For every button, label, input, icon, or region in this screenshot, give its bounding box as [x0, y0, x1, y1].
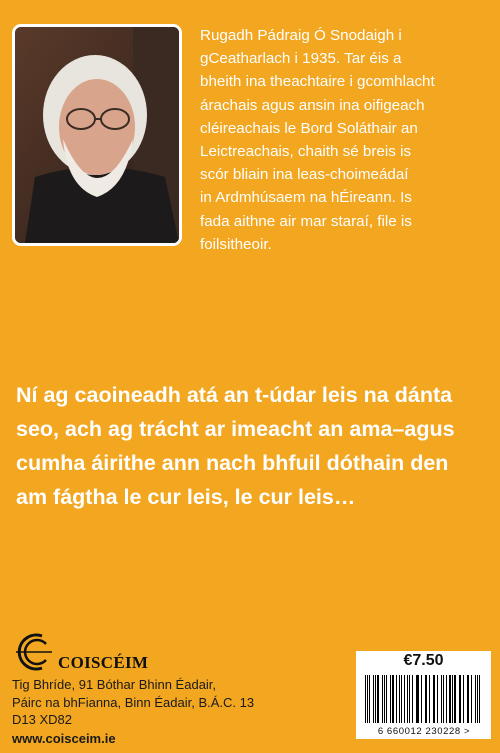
barcode-bar [477, 675, 478, 723]
barcode-bar [412, 675, 413, 723]
barcode-bar [475, 675, 476, 723]
barcode-bar [467, 675, 468, 723]
price-label: €7.50 [403, 652, 444, 669]
barcode-bar [425, 675, 426, 723]
publisher-address: Tig Bhríde, 91 Bóthar Bhinn Éadair, Páirc na bhFianna, Binn Éadair, B.Á.C. 13 D13 XD82 [12, 677, 255, 727]
barcode-bar [443, 675, 444, 723]
barcode-bar [390, 675, 391, 723]
author-photo [12, 24, 182, 246]
coisceim-logo-icon [12, 630, 54, 674]
barcode-bar [404, 675, 405, 723]
barcode-bar [367, 675, 368, 723]
barcode-bar [468, 675, 469, 723]
author-bio: Rugadh Pádraig Ó Snodaigh i gCeatharlach i 1935. Tar éis a bheith ina theachtaire i gcomhlacht árachais agus ansin ina oifigeach cléireachais le Bord Soláthair an Leictreachais, chaith sé breis is scór bliain ina leas-choimeádaí in Ardmhúsaem na hÉireann. Is fada aithne air mar staraí, file is foilsitheoir. [200, 27, 435, 253]
barcode-bar [437, 675, 438, 723]
barcode-bar [463, 675, 464, 723]
barcode-number: 6 660012 230228 > [377, 726, 471, 737]
barcode-bar [460, 675, 461, 723]
barcode-bar [373, 675, 374, 723]
barcode-bar [377, 675, 379, 723]
barcode-bar [401, 675, 402, 723]
publisher-website[interactable]: www.coisceim.ie [12, 731, 116, 746]
barcode-bar [409, 675, 410, 723]
barcode-bar [399, 675, 400, 723]
author-portrait-image [15, 27, 179, 243]
barcode-bar [396, 675, 397, 723]
barcode-bar [386, 675, 387, 723]
publisher-name: COISCÉIM [58, 653, 149, 672]
barcode-bar [446, 675, 447, 723]
barcode-bar [426, 675, 427, 723]
barcode-bar [459, 675, 460, 723]
barcode-bar [369, 675, 370, 723]
barcode-bar [416, 675, 417, 723]
barcode-bar [384, 675, 385, 723]
barcode-bar [375, 675, 376, 723]
book-blurb: Ní ag caoineadh atá an t-údar leis na dánta seo, ach ag trácht ar imeacht an ama–agus cumha áirithe ann nach bhfuil dóthain den am fágtha le cur leis, le cur leis… [16, 383, 455, 509]
barcode-panel [356, 651, 491, 739]
barcode-bar [365, 675, 366, 723]
barcode-bar [429, 675, 430, 723]
barcode-bars [365, 675, 483, 723]
barcode-bar [471, 675, 472, 723]
barcode-bar [449, 675, 450, 723]
barcode-bar [452, 675, 453, 723]
barcode-bar [382, 675, 383, 723]
barcode-bar [433, 675, 434, 723]
barcode-bar [479, 675, 480, 723]
barcode-bar [434, 675, 435, 723]
barcode-bar [417, 675, 419, 723]
barcode-bar [407, 675, 408, 723]
barcode-bar [392, 675, 394, 723]
barcode-bar [441, 675, 443, 723]
barcode-bar [421, 675, 422, 723]
barcode-bar [454, 675, 456, 723]
